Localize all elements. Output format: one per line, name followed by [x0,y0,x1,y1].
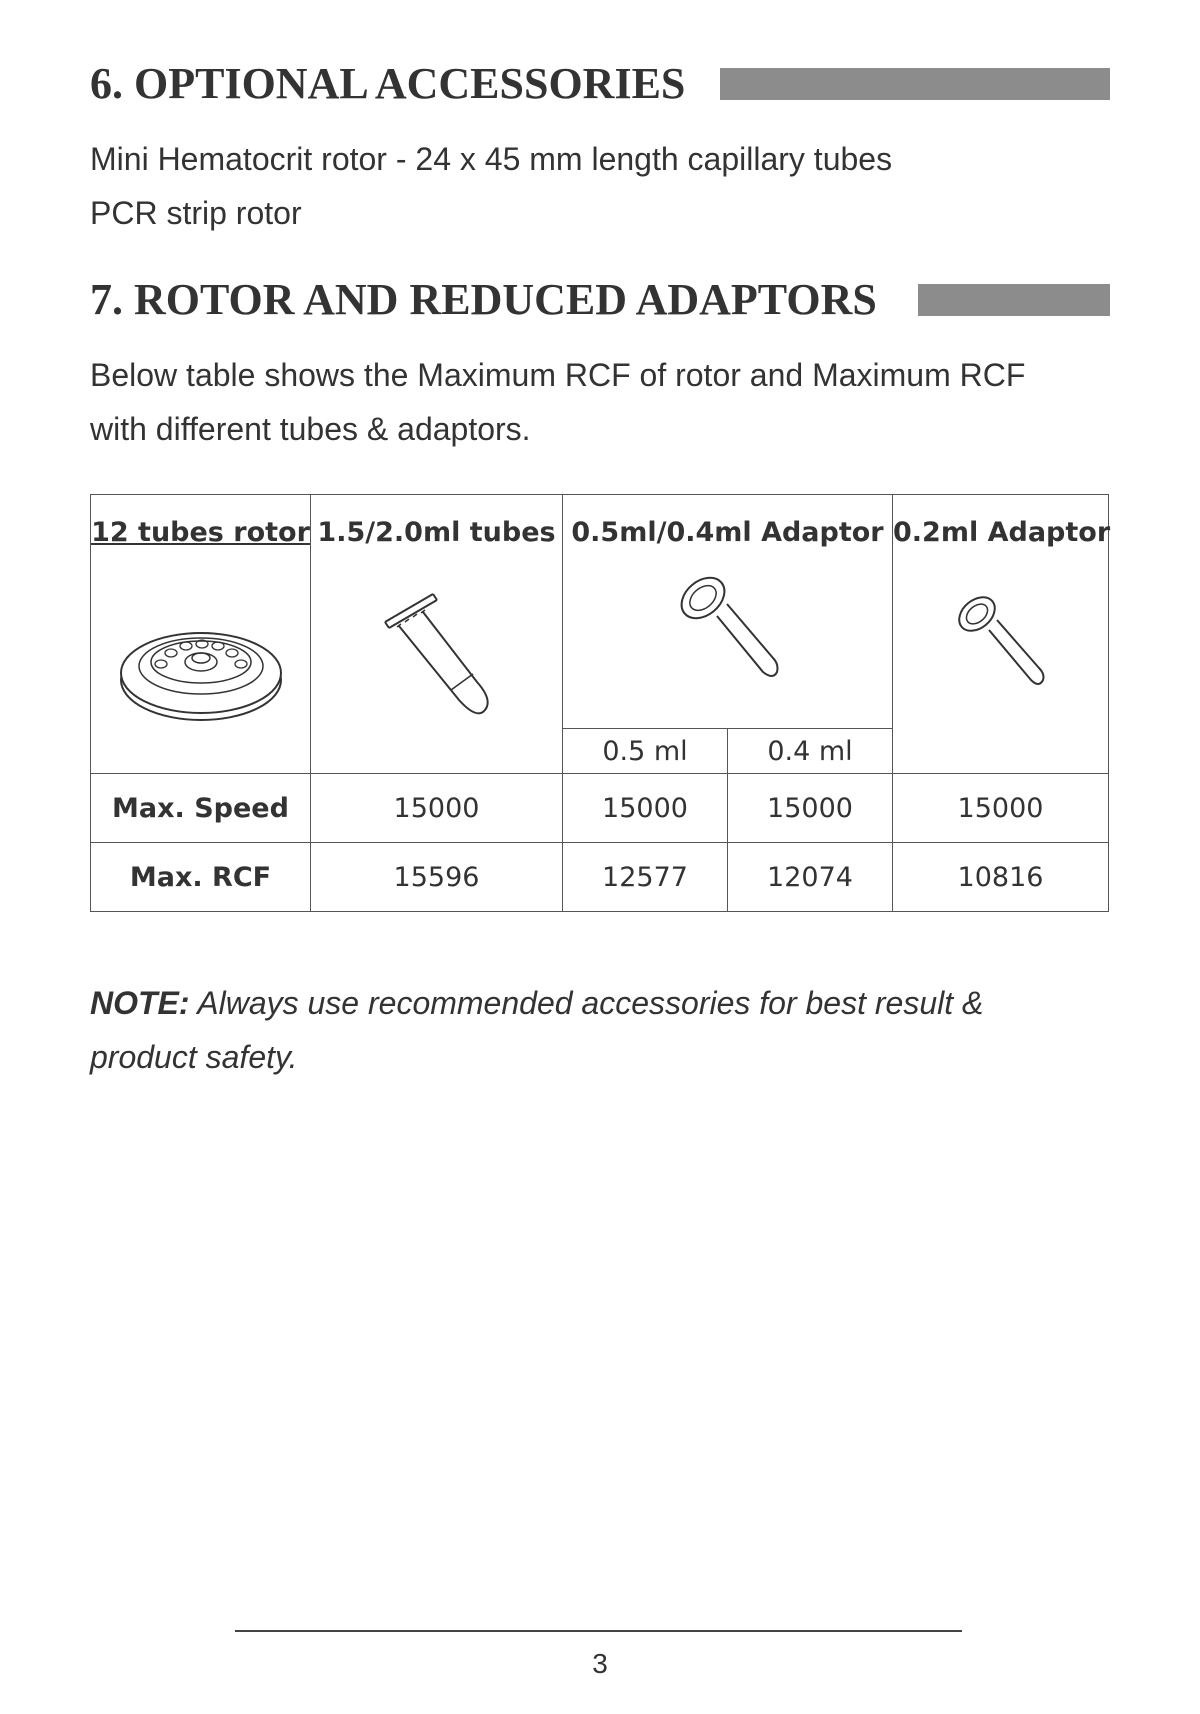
microtube-1-5-2-0ml-icon [377,592,497,722]
section-6-heading: 6. OPTIONAL ACCESSORIES [90,59,686,108]
subheader-0-5-ml: 0.5 ml [563,729,728,774]
header-cell-rotor [91,495,311,774]
header-adaptor-0-5-0-4-label: 0.5ml/0.4ml Adaptor [571,517,884,548]
table-row-max-speed [91,774,1109,843]
note-text: Always use recommended accessories for best result & product safety. [90,985,984,1075]
note-paragraph [90,976,1090,1084]
rotor-12-tubes-icon [116,618,286,728]
row-label-max-rcf: Max. RCF [91,843,311,912]
max-speed-adaptor-0-2: 15000 [893,774,1109,843]
max-speed-tubes: 15000 [311,774,563,843]
table-row-max-rcf [91,843,1109,912]
note-label: NOTE: [90,985,190,1021]
accessory-item-hematocrit-rotor: Mini Hematocrit rotor - 24 x 45 mm length capillary tubes [90,141,893,177]
table-header-row [91,495,1109,729]
header-cell-adaptor-0-2 [893,495,1109,774]
subheader-0-4-ml: 0.4 ml [728,729,893,774]
section-7-intro-line-1: Below table shows the Maximum RCF of rotor and Maximum RCF [90,357,1026,393]
header-tubes-label: 1.5/2.0ml tubes [317,517,556,548]
adaptor-0-5-0-4ml-icon [673,572,783,682]
max-rcf-adaptor-0-5: 12577 [563,843,728,912]
section-7-heading: 7. ROTOR AND REDUCED ADAPTORS [90,275,877,324]
max-rcf-adaptor-0-2: 10816 [893,843,1109,912]
max-speed-adaptor-0-5: 15000 [563,774,728,843]
header-adaptor-0-2-label: 0.2ml Adaptor [893,517,1111,548]
section-6-heading-bar [720,68,1110,100]
section-7-heading-bar [918,284,1110,316]
row-label-max-speed: Max. Speed [91,774,311,843]
header-cell-adaptor-0-5-0-4 [563,495,893,729]
section-7-intro-line-2: with different tubes & adaptors. [90,411,531,447]
max-speed-adaptor-0-4: 15000 [728,774,893,843]
max-rcf-tubes: 15596 [311,843,563,912]
adaptor-0-2ml-icon [951,592,1051,692]
footer-divider [235,1630,962,1632]
page-number: 3 [592,1648,608,1679]
header-rotor-label: 12 tubes rotor [91,517,310,548]
header-cell-tubes [311,495,563,774]
accessory-item-pcr-strip-rotor: PCR strip rotor [90,195,302,231]
max-rcf-adaptor-0-4: 12074 [728,843,893,912]
rotor-spec-table [90,494,1109,912]
